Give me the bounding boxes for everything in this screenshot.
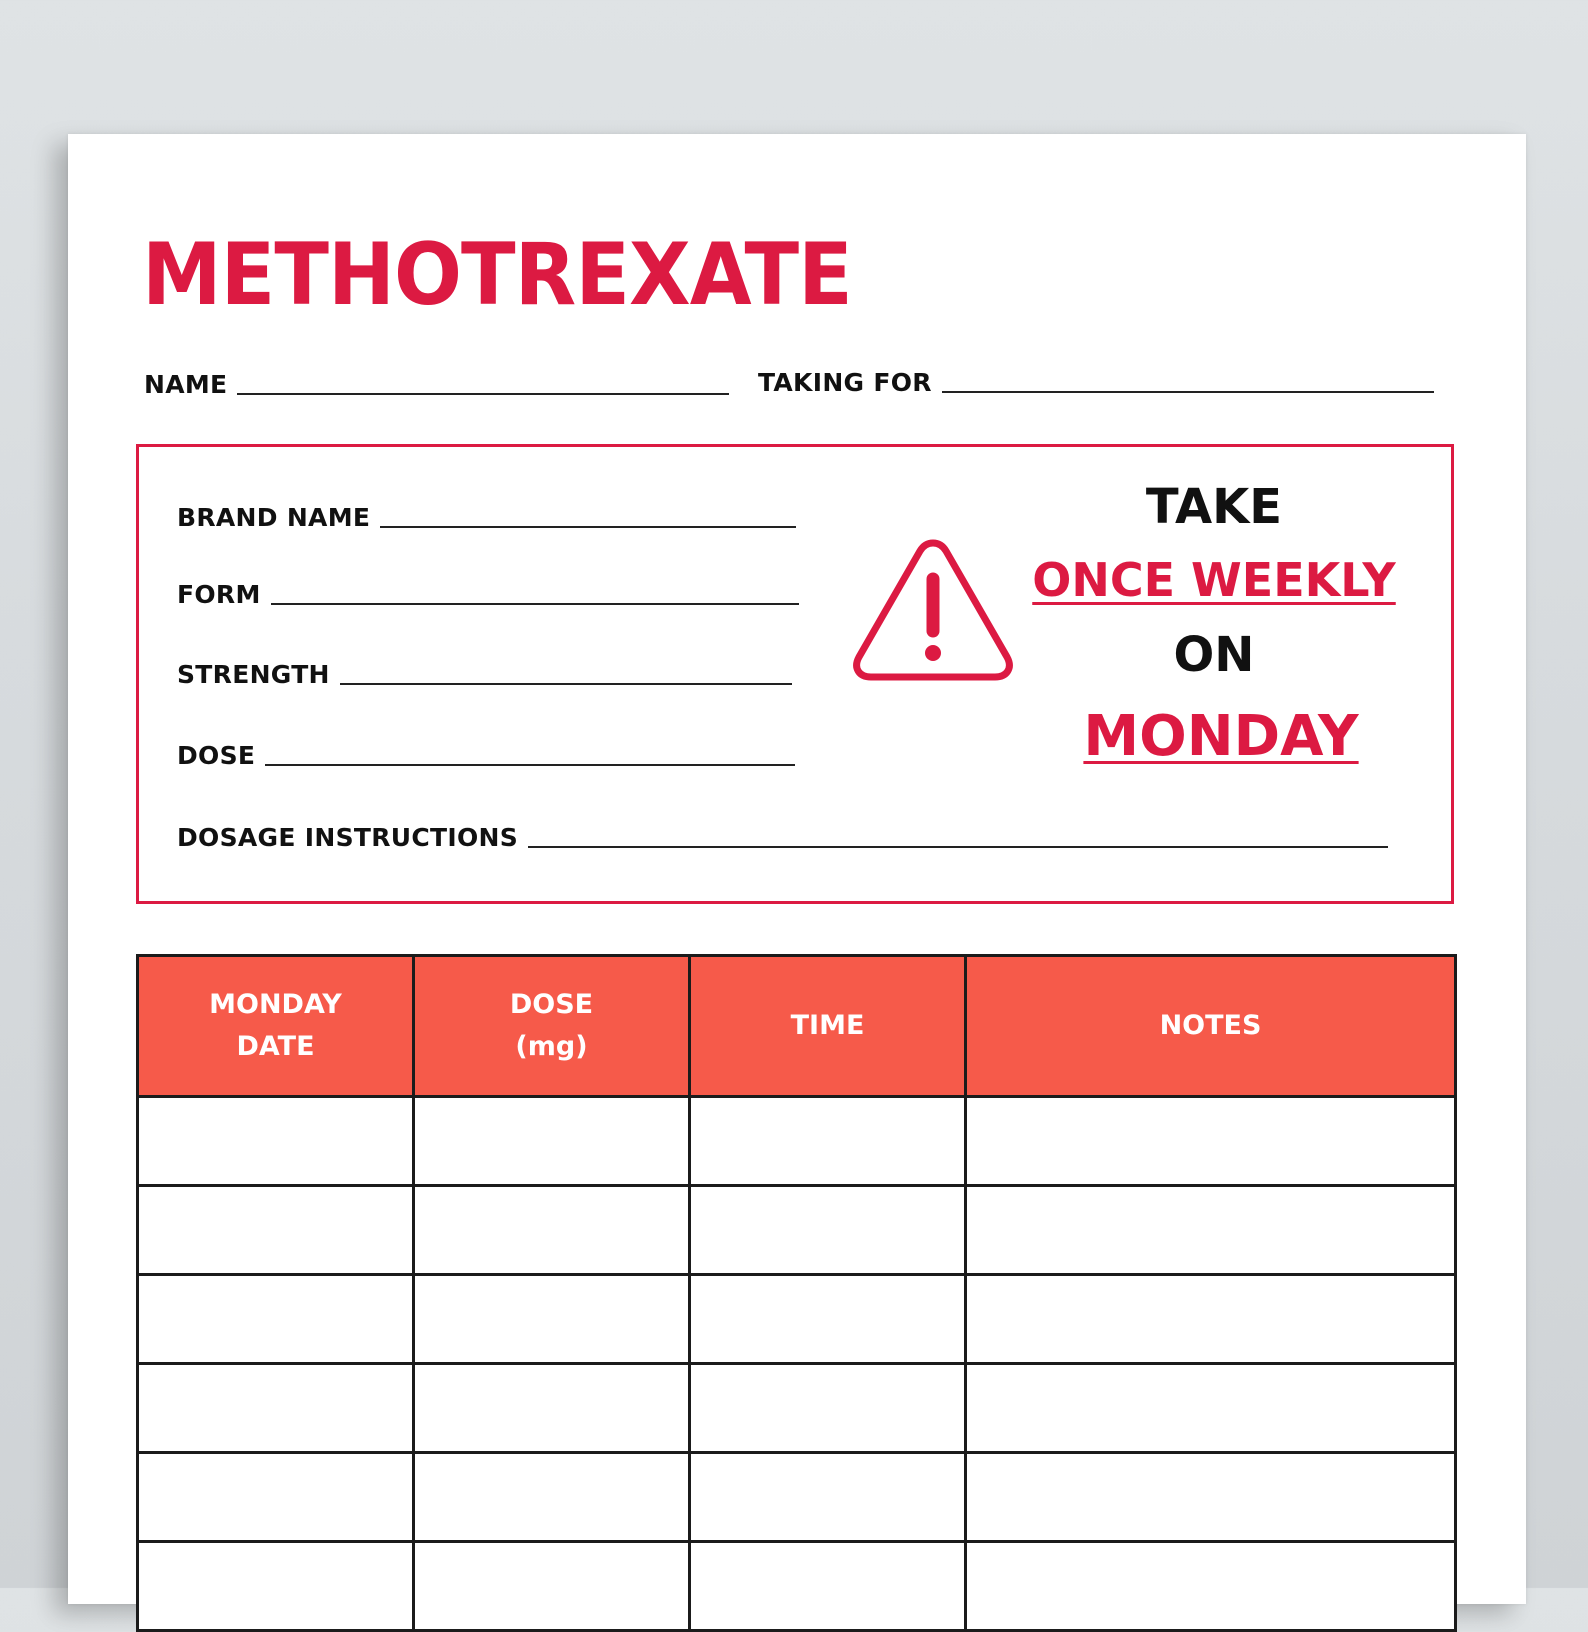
table-cell[interactable] — [138, 1542, 414, 1631]
page-title: METHOTREXATE — [142, 225, 852, 325]
table-cell[interactable] — [690, 1453, 966, 1542]
dose-input-line[interactable] — [265, 762, 795, 766]
table-cell[interactable] — [690, 1364, 966, 1453]
dose-field — [177, 743, 795, 768]
weekly-dose-reminder — [1019, 479, 1409, 769]
table-cell[interactable] — [690, 1186, 966, 1275]
column-header-monday-date — [138, 956, 414, 1097]
table-header-row — [138, 956, 1456, 1097]
take-text: TAKE — [1145, 479, 1283, 535]
brand-name-label: BRAND NAME — [177, 503, 371, 532]
table-row — [138, 1097, 1456, 1186]
table-cell[interactable] — [690, 1542, 966, 1631]
medication-log-sheet — [68, 134, 1526, 1604]
column-header-line: DOSE — [509, 989, 594, 1021]
table-cell[interactable] — [138, 1275, 414, 1364]
table-cell[interactable] — [414, 1186, 690, 1275]
table-cell[interactable] — [690, 1097, 966, 1186]
table-cell[interactable] — [138, 1364, 414, 1453]
table-row — [138, 1453, 1456, 1542]
dose-label: DOSE — [177, 741, 256, 770]
table-cell[interactable] — [966, 1453, 1456, 1542]
taking-for-input-line[interactable] — [942, 389, 1434, 393]
table-cell[interactable] — [966, 1186, 1456, 1275]
table-row — [138, 1186, 1456, 1275]
column-header-line: MONDAY — [209, 989, 342, 1021]
table-row — [138, 1364, 1456, 1453]
dose-log-table — [136, 954, 1457, 1632]
form-label: FORM — [177, 580, 261, 609]
strength-label: STRENGTH — [177, 660, 330, 689]
table-cell[interactable] — [138, 1186, 414, 1275]
taking-for-field — [758, 370, 1434, 395]
name-input-line[interactable] — [237, 391, 729, 395]
table-cell[interactable] — [414, 1364, 690, 1453]
table-cell[interactable] — [414, 1453, 690, 1542]
column-header-dose — [414, 956, 690, 1097]
column-header-time — [690, 956, 966, 1097]
medication-info-box — [136, 444, 1454, 904]
table-row — [138, 1542, 1456, 1631]
table-cell[interactable] — [966, 1364, 1456, 1453]
name-field — [144, 372, 729, 397]
once-weekly-text: ONCE WEEKLY — [1032, 553, 1396, 607]
monday-text: MONDAY — [1083, 704, 1359, 769]
form-field — [177, 582, 799, 607]
table-row — [138, 1275, 1456, 1364]
table-cell[interactable] — [966, 1275, 1456, 1364]
dosage-instructions-label: DOSAGE INSTRUCTIONS — [177, 823, 519, 852]
column-header-line: NOTES — [1159, 1010, 1262, 1042]
dosage-instructions-input-line[interactable] — [528, 844, 1388, 848]
table-cell[interactable] — [414, 1542, 690, 1631]
table-cell[interactable] — [690, 1275, 966, 1364]
table-cell[interactable] — [966, 1097, 1456, 1186]
column-header-line: DATE — [236, 1031, 315, 1062]
taking-for-label: TAKING FOR — [758, 368, 932, 397]
warning-triangle-icon — [849, 535, 1017, 685]
brand-name-field — [177, 505, 796, 530]
table-cell[interactable] — [138, 1453, 414, 1542]
column-header-notes — [966, 956, 1456, 1097]
brand-name-input-line[interactable] — [380, 524, 796, 528]
table-cell[interactable] — [414, 1097, 690, 1186]
strength-input-line[interactable] — [340, 681, 792, 685]
form-input-line[interactable] — [271, 601, 799, 605]
column-header-line: TIME — [790, 1010, 865, 1042]
table-cell[interactable] — [138, 1097, 414, 1186]
dosage-instructions-field — [177, 825, 1388, 850]
table-cell[interactable] — [966, 1542, 1456, 1631]
strength-field — [177, 662, 792, 687]
table-cell[interactable] — [414, 1275, 690, 1364]
on-text: ON — [1173, 627, 1255, 683]
column-header-line: (mg) — [515, 1031, 588, 1062]
name-label: NAME — [144, 370, 228, 399]
